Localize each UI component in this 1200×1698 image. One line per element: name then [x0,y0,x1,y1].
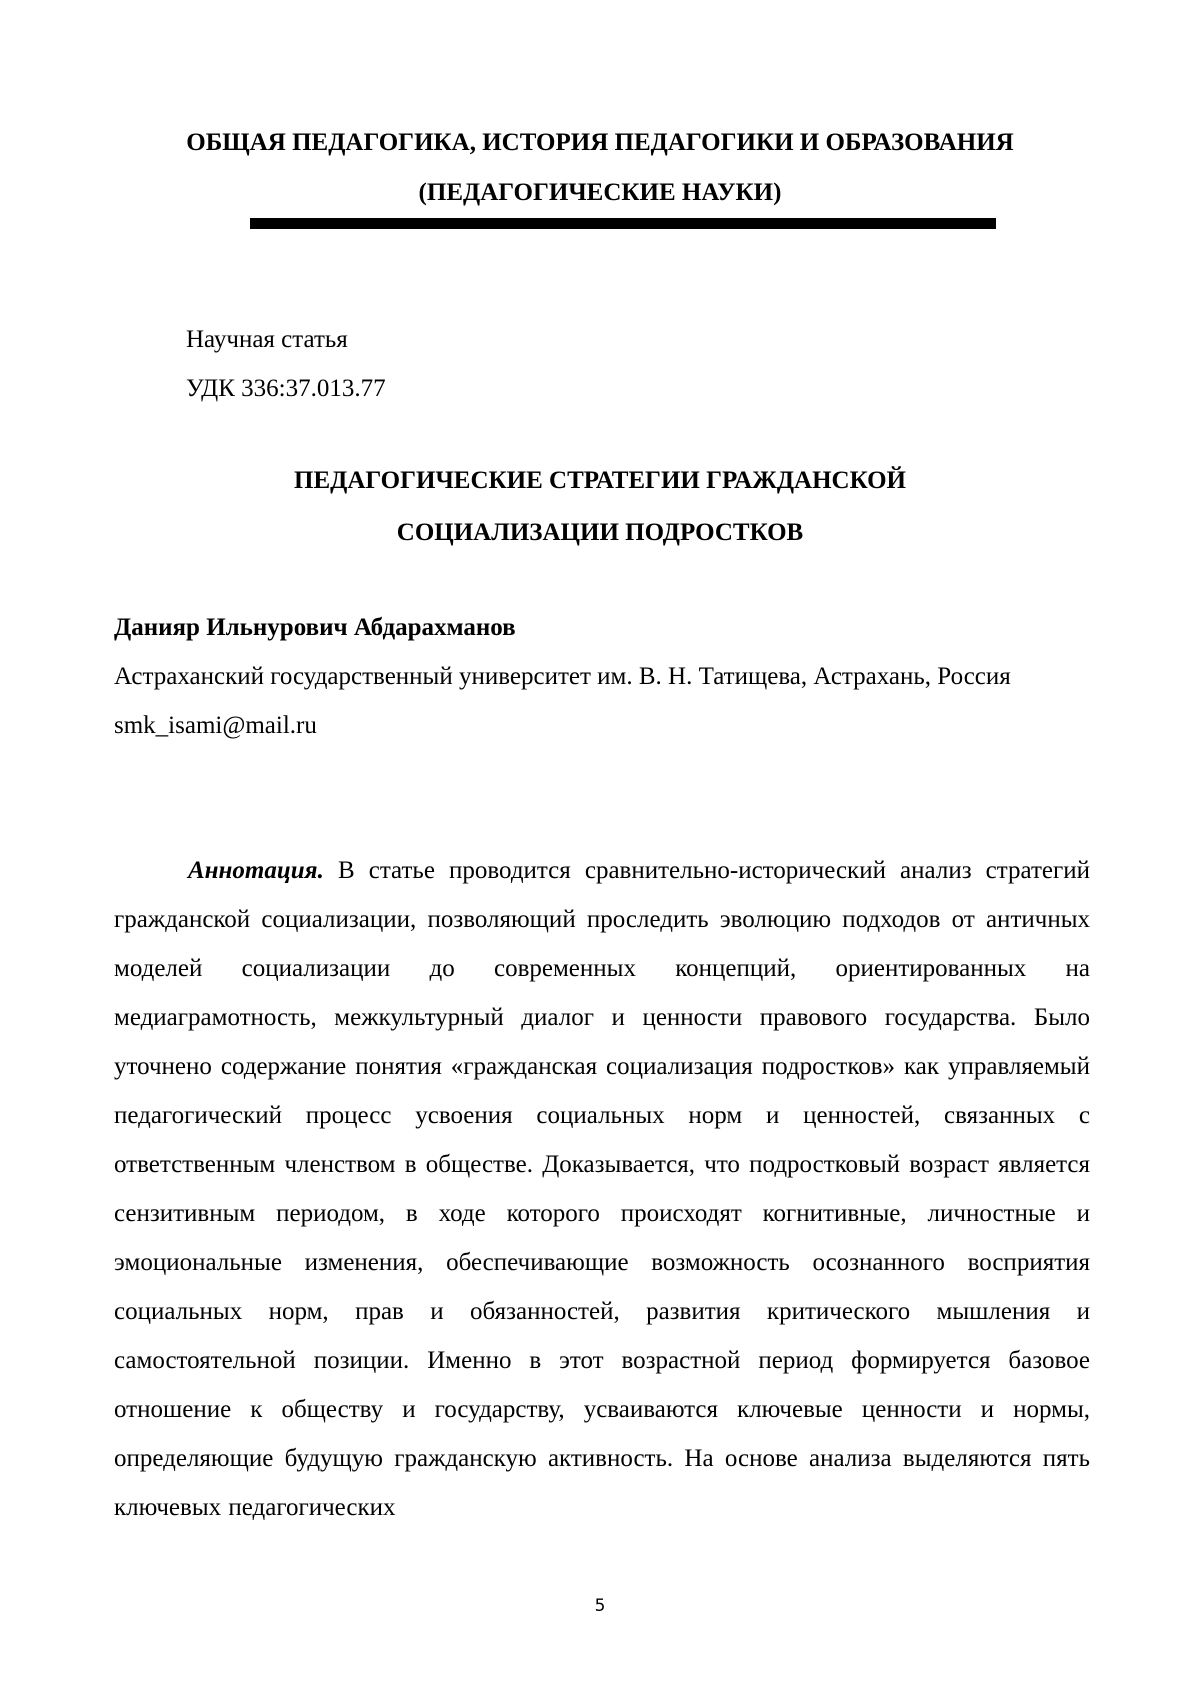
author-block [114,603,1090,750]
article-title-line-2: СОЦИАЛИЗАЦИИ ПОДРОСТКОВ [396,519,804,546]
author-affiliation: Астраханский государственный университет им. В. Н. Татищева, Астрахань, Россия [114,663,1011,690]
udc-code: УДК 336:37.013.77 [186,375,386,402]
heading-divider [250,218,996,229]
abstract-paragraph [114,846,1090,1532]
article-meta [186,315,386,413]
author-email[interactable]: smk_isami@mail.ru [114,712,317,739]
section-heading-line-2: (ПЕДАГОГИЧЕСКИЕ НАУКИ) [418,179,782,206]
article-title [0,455,1200,559]
abstract-lead: Аннотация. [188,857,324,884]
page-number: 5 [594,1596,606,1616]
abstract-text: В статье проводится сравнительно-исторический анализ стратегий гражданской социализации, позволяющий проследить эволюцию подходов от античных моделей социализации до современных концепций, ориентированных на медиаграмотность, межкультурный диалог и ценности правового государства. Было уточнено содержание понятия «гражданская социализация подростков» как управляемый педагогический процесс усвоения социальных норм и ценностей, связанных с ответственным членством в обществе. Доказывается, что подростковый возраст является сензитивным периодом, в ходе которого происходят когнитивные, личностные и эмоциональные изменения, обеспечивающие возможность осознанного восприятия социальных норм, прав и обязанностей, развития критического мышления и самостоятельной позиции. Именно в этот возрастной период формируется базовое отношение к обществу и государству, усваиваются ключевые ценности и нормы, определяющие будущую гражданскую активность. На основе анализа выделяются пять ключевых педагогических [114,857,1090,1521]
article-type: Научная статья [186,326,348,353]
article-title-line-1: ПЕДАГОГИЧЕСКИЕ СТРАТЕГИИ ГРАЖДАНСКОЙ [294,467,906,494]
author-name: Данияр Ильнурович Абдарахманов [114,614,516,641]
section-heading [0,118,1200,218]
section-heading-line-1: ОБЩАЯ ПЕДАГОГИКА, ИСТОРИЯ ПЕДАГОГИКИ И ОБРАЗОВАНИЯ [186,129,1014,156]
